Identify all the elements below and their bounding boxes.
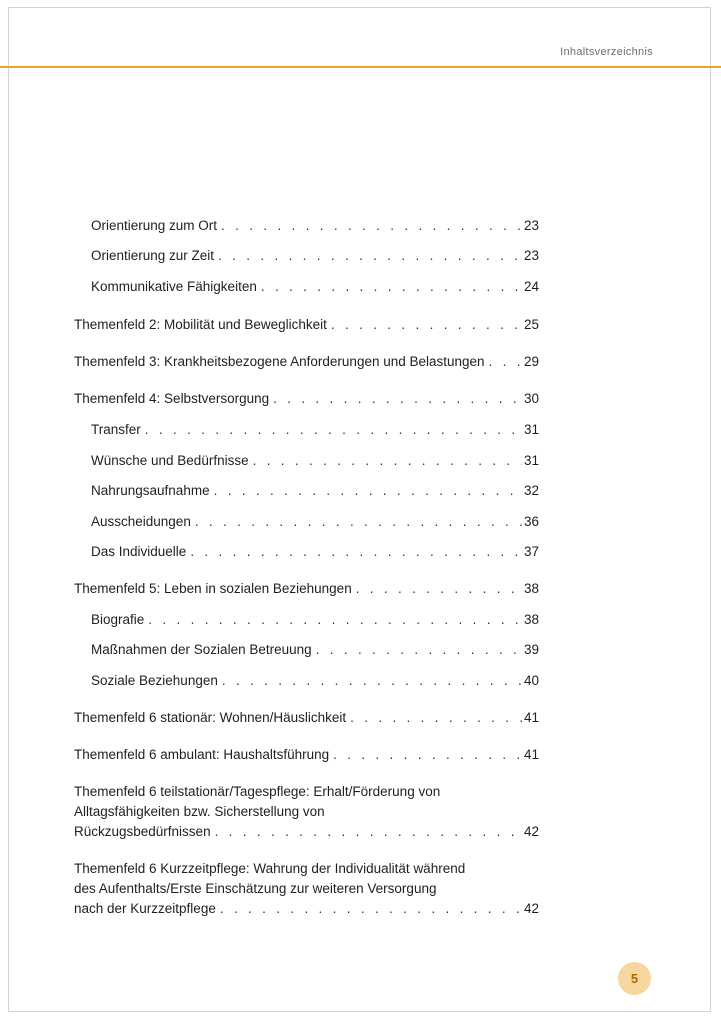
dot-leader	[261, 277, 522, 297]
dot-leader	[220, 899, 522, 919]
toc-entry[interactable]	[91, 512, 539, 532]
toc-page-number: 31	[523, 422, 539, 437]
toc-entry-title-line: Themenfeld 6 ambulant: Haushaltsführung	[74, 747, 330, 762]
toc-entry-row	[91, 420, 539, 440]
dot-leader	[331, 315, 522, 335]
toc-page-number: 39	[523, 642, 539, 657]
toc-entry-row	[74, 579, 539, 599]
toc-entry[interactable]	[91, 451, 539, 471]
toc-entry[interactable]	[91, 610, 539, 630]
toc-entry[interactable]	[74, 782, 539, 842]
toc-entry[interactable]	[91, 277, 539, 297]
toc-entry-title-line: Ausscheidungen	[91, 514, 191, 529]
toc-entry-row	[91, 277, 539, 297]
toc-entry-row	[91, 610, 539, 630]
page-number-badge: 5	[618, 962, 651, 995]
toc-page-number: 42	[523, 824, 539, 839]
dot-leader	[316, 640, 522, 660]
dot-leader	[350, 708, 522, 728]
toc-entry-title-line: Maßnahmen der Sozialen Betreuung	[91, 642, 312, 657]
dot-leader	[253, 451, 522, 471]
toc-entry-title-line: Alltagsfähigkeiten bzw. Sicherstellung von	[74, 804, 325, 819]
dot-leader	[221, 216, 522, 236]
toc-entry-title-line: Das Individuelle	[91, 544, 187, 559]
dot-leader	[190, 542, 522, 562]
toc-entry-title-line: Kommunikative Fähigkeiten	[91, 279, 257, 294]
toc-page-number: 25	[523, 317, 539, 332]
toc-entry-title-line: nach der Kurzzeitpflege	[74, 901, 216, 916]
dot-leader	[333, 745, 522, 765]
toc-entry-row	[74, 389, 539, 409]
toc-page-number: 40	[523, 673, 539, 688]
toc-entry-row	[91, 671, 539, 691]
toc-entry-row	[74, 352, 539, 372]
toc-page-number: 31	[523, 453, 539, 468]
toc-entry-row	[74, 745, 539, 765]
toc-entry[interactable]	[91, 640, 539, 660]
toc-entry-title-line: Themenfeld 4: Selbstversorgung	[74, 391, 270, 406]
toc-page-number: 32	[523, 483, 539, 498]
dot-leader	[273, 389, 522, 409]
dot-leader	[145, 420, 522, 440]
toc-entry-row	[74, 899, 539, 919]
toc-entry[interactable]	[91, 481, 539, 501]
dot-leader	[489, 352, 522, 372]
dot-leader	[214, 481, 522, 501]
toc-page-number: 23	[523, 248, 539, 263]
toc-entry[interactable]	[91, 542, 539, 562]
toc-entry-row	[91, 246, 539, 266]
toc-entry-title-line: Themenfeld 6 Kurzzeitpflege: Wahrung der Individualität während	[74, 861, 466, 876]
toc-entry[interactable]	[74, 389, 539, 409]
toc-entry[interactable]	[74, 708, 539, 728]
toc-entry[interactable]	[91, 420, 539, 440]
toc-entry-row	[91, 451, 539, 471]
toc-entry-title-line: Transfer	[91, 422, 141, 437]
toc-page-number: 42	[523, 901, 539, 916]
toc-page-number: 38	[523, 581, 539, 596]
header-rule	[0, 66, 721, 68]
running-header: Inhaltsverzeichnis	[560, 46, 653, 58]
toc-entry-title-line: Themenfeld 5: Leben in sozialen Beziehungen	[74, 581, 352, 596]
toc-entry-title-line: des Aufenthalts/Erste Einschätzung zur weiteren Versorgung	[74, 881, 437, 896]
dot-leader	[215, 822, 522, 842]
toc-entry-title-line: Nahrungsaufnahme	[91, 483, 210, 498]
toc-entry[interactable]	[91, 216, 539, 236]
dot-leader	[222, 671, 522, 691]
dot-leader	[218, 246, 522, 266]
toc-entry-title-line: Themenfeld 3: Krankheitsbezogene Anforderungen und Belastungen	[74, 354, 485, 369]
toc-entry-title-line: Themenfeld 2: Mobilität und Beweglichkeit	[74, 317, 327, 332]
toc-entry-title-line: Wünsche und Bedürfnisse	[91, 453, 249, 468]
toc-page-number: 36	[523, 514, 539, 529]
toc-entry-row	[91, 542, 539, 562]
toc-entry-title-line: Themenfeld 6 teilstationär/Tagespflege: Erhalt/Förderung von	[74, 784, 441, 799]
toc-page-number: 30	[523, 391, 539, 406]
toc-entry-title-line: Biografie	[91, 612, 145, 627]
toc-page-number: 41	[523, 747, 539, 762]
toc-page-number: 23	[523, 218, 539, 233]
toc-page-number: 29	[523, 354, 539, 369]
toc-entry-row	[91, 216, 539, 236]
toc-entry[interactable]	[74, 745, 539, 765]
toc-entry-row	[74, 822, 539, 842]
toc-page-number: 24	[523, 279, 539, 294]
dot-leader	[195, 512, 522, 532]
toc-entry-title-line: Orientierung zum Ort	[91, 218, 218, 233]
toc-entry[interactable]	[91, 246, 539, 266]
dot-leader	[148, 610, 522, 630]
toc-entry-row	[91, 512, 539, 532]
toc-page-number: 41	[523, 710, 539, 725]
dot-leader	[356, 579, 522, 599]
toc-entry[interactable]	[74, 579, 539, 599]
toc-entry-title-line: Themenfeld 6 stationär: Wohnen/Häuslichkeit	[74, 710, 347, 725]
toc-entry-row	[74, 708, 539, 728]
toc-entry[interactable]	[74, 352, 539, 372]
toc-entry-title-line: Soziale Beziehungen	[91, 673, 218, 688]
toc-entry-row	[91, 481, 539, 501]
toc-entry-title-line: Rückzugsbedürfnissen	[74, 824, 211, 839]
toc-entry[interactable]	[74, 859, 539, 919]
toc-entry-title-line: Orientierung zur Zeit	[91, 248, 215, 263]
toc-entry-row	[74, 315, 539, 335]
toc-entry[interactable]	[74, 315, 539, 335]
toc-entry[interactable]	[91, 671, 539, 691]
toc-entry-row	[91, 640, 539, 660]
toc-page-number: 37	[523, 544, 539, 559]
toc-page-number: 38	[523, 612, 539, 627]
